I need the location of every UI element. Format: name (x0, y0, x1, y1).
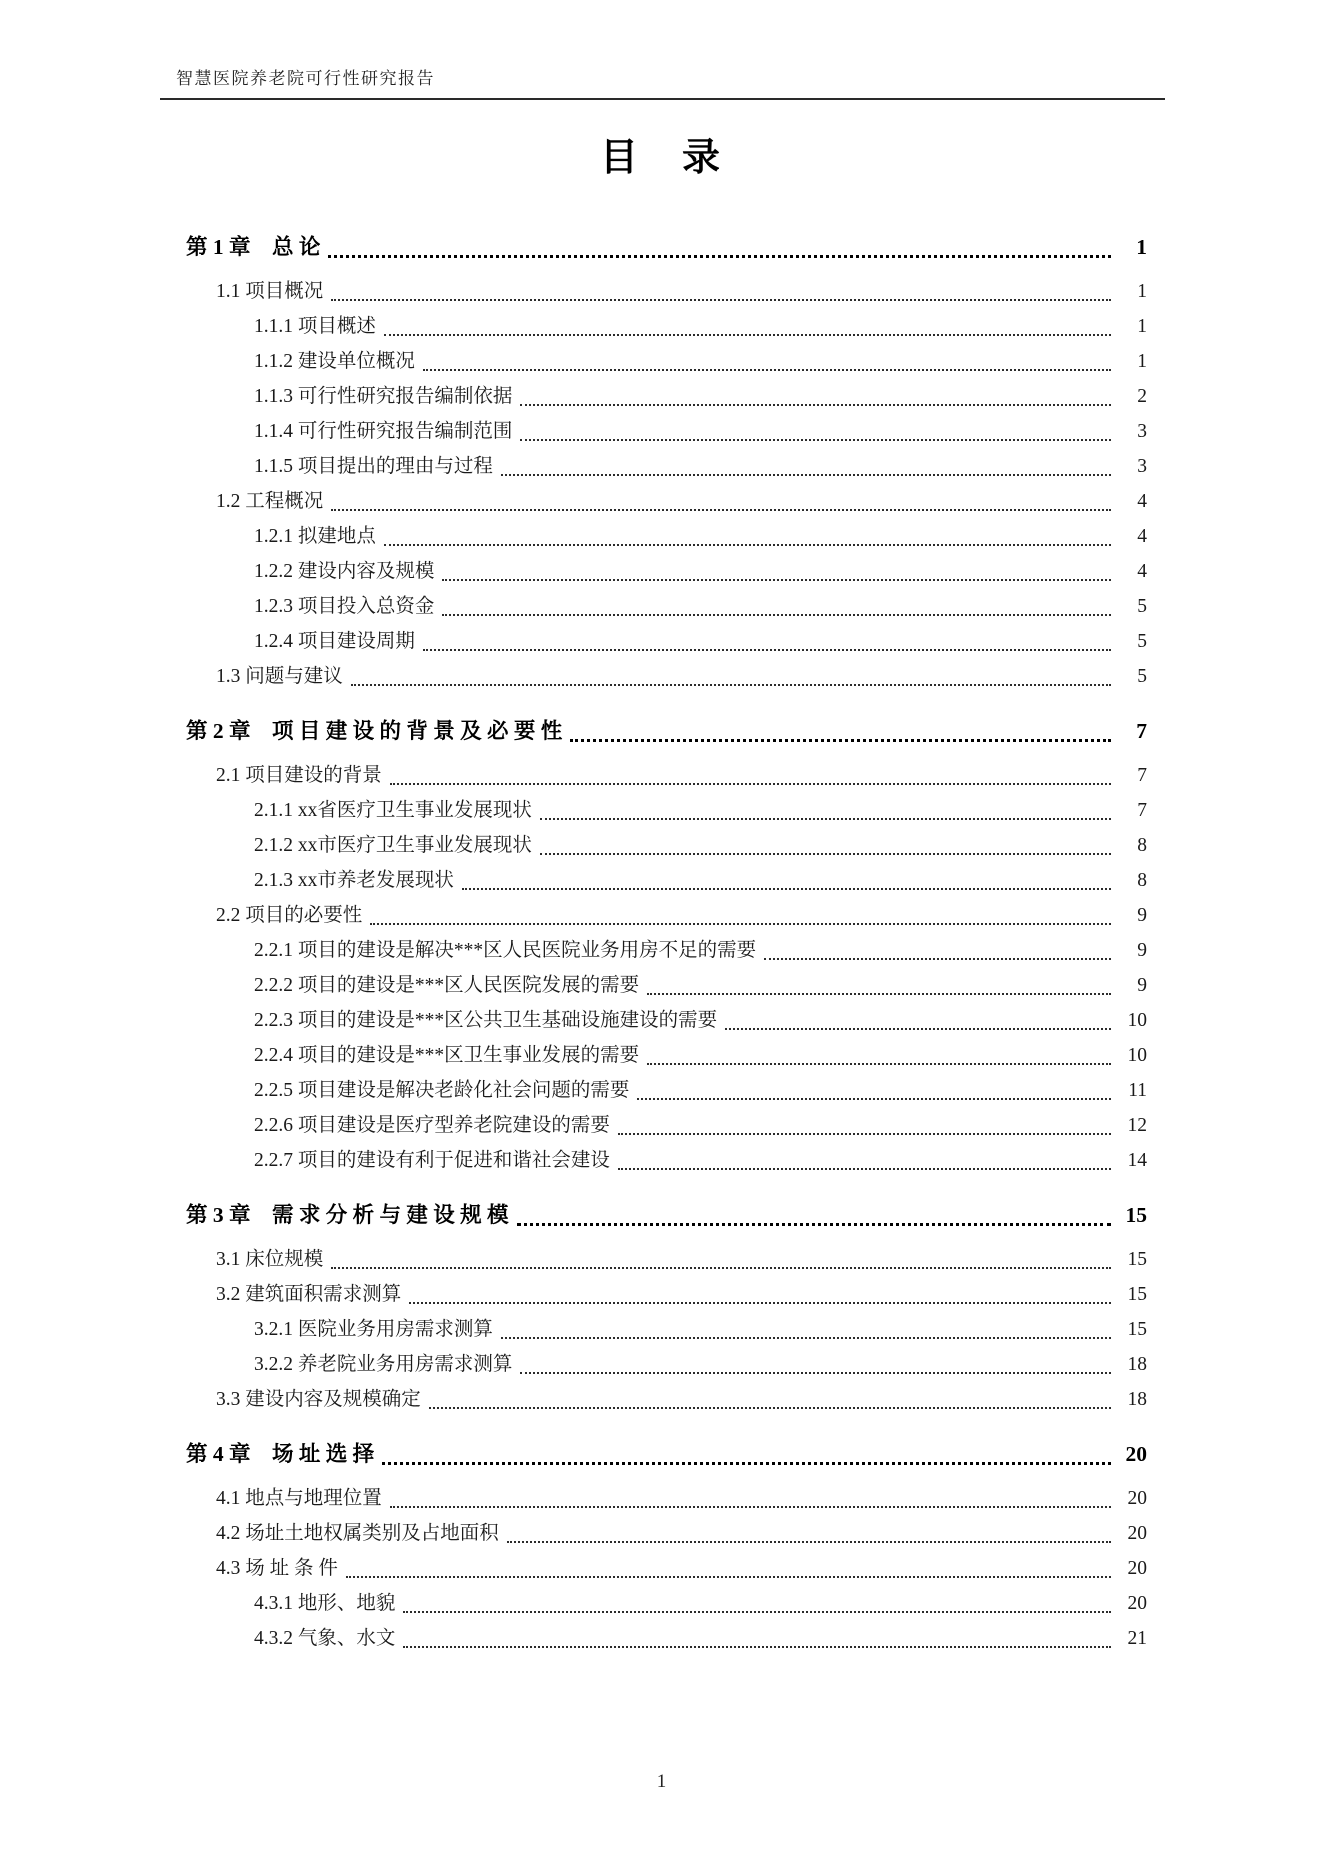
toc-entry-label: 2.2.1 项目的建设是解决***区人民医院业务用房不足的需要 (254, 940, 757, 961)
toc-dot-leader (647, 1038, 1111, 1073)
toc-entry (186, 933, 1147, 968)
toc-entry-label: 4.3.2 气象、水文 (254, 1628, 396, 1649)
toc-entry-page-number: 20 (1125, 1442, 1147, 1466)
toc-dot-leader (764, 933, 1111, 968)
toc-dot-leader (507, 1516, 1111, 1551)
toc-dot-leader (331, 484, 1111, 519)
toc-dot-leader (429, 1382, 1111, 1417)
toc-entry (186, 227, 1147, 267)
toc-dot-leader (520, 379, 1111, 414)
toc-entry-label: 2.2.5 项目建设是解决老龄化社会问题的需要 (254, 1080, 630, 1101)
toc-entry-label: 1.2 工程概况 (216, 491, 324, 512)
toc-entry-page-number: 1 (1137, 281, 1147, 302)
toc-entry-page-number: 7 (1137, 800, 1147, 821)
toc-entry-label: 1.1.3 可行性研究报告编制依据 (254, 386, 513, 407)
toc-entry-label: 1.2.2 建设内容及规模 (254, 561, 435, 582)
toc-entry-page-number: 15 (1127, 1319, 1147, 1340)
toc-entry-label: 1.2.1 拟建地点 (254, 526, 376, 547)
toc-entry-label: 3.2 建筑面积需求测算 (216, 1284, 402, 1305)
toc-dot-leader (647, 968, 1111, 1003)
toc-entry (186, 484, 1147, 519)
toc-entry-label: 第 1 章 总 论 (186, 235, 321, 259)
toc-entry (186, 624, 1147, 659)
toc-dot-leader (618, 1143, 1111, 1178)
toc-entry-page-number: 8 (1137, 870, 1147, 891)
toc-entry-label: 4.3.1 地形、地貌 (254, 1593, 396, 1614)
toc-entry (186, 1434, 1147, 1474)
toc-dot-leader (570, 711, 1111, 751)
toc-entry (186, 379, 1147, 414)
toc-dot-leader (520, 1347, 1111, 1382)
toc-entry (186, 1586, 1147, 1621)
toc-entry (186, 1516, 1147, 1551)
toc-entry-page-number: 9 (1137, 940, 1147, 961)
toc-entry-page-number: 20 (1127, 1523, 1147, 1544)
toc-entry (186, 711, 1147, 751)
footer-page-number: 1 (656, 1771, 667, 1792)
toc-entry-label: 4.3 场 址 条 件 (216, 1558, 338, 1579)
toc-entry (186, 519, 1147, 554)
toc-entry-label: 4.2 场址土地权属类别及占地面积 (216, 1523, 499, 1544)
toc-entry-page-number: 10 (1127, 1045, 1147, 1066)
toc-entry (186, 793, 1147, 828)
toc-entry-label: 2.2 项目的必要性 (216, 905, 363, 926)
toc-entry-page-number: 20 (1127, 1593, 1147, 1614)
toc-entry (186, 1195, 1147, 1235)
toc-entry-page-number: 1 (1136, 235, 1147, 259)
toc-entry-label: 3.1 床位规模 (216, 1249, 324, 1270)
toc-entry (186, 1038, 1147, 1073)
toc-entry-label: 3.3 建设内容及规模确定 (216, 1389, 421, 1410)
toc-entry-page-number: 5 (1137, 666, 1147, 687)
toc-dot-leader (501, 1312, 1111, 1347)
toc-dot-leader (390, 758, 1111, 793)
document-header (160, 64, 1165, 100)
toc-entry (186, 414, 1147, 449)
toc-dot-leader (442, 554, 1111, 589)
toc-dot-leader (637, 1073, 1111, 1108)
toc-entry-label: 2.2.3 项目的建设是***区公共卫生基础设施建设的需要 (254, 1010, 718, 1031)
toc-entry-label: 2.1.2 xx市医疗卫生事业发展现状 (254, 835, 532, 856)
toc-dot-leader (540, 828, 1111, 863)
toc-dot-leader (442, 589, 1111, 624)
toc-entry-label: 3.2.1 医院业务用房需求测算 (254, 1319, 493, 1340)
toc-entry-label: 第 2 章 项 目 建 设 的 背 景 及 必 要 性 (186, 719, 563, 743)
toc-dot-leader (370, 898, 1111, 933)
toc-entry (186, 274, 1147, 309)
toc-entry-page-number: 9 (1137, 975, 1147, 996)
toc-entry-label: 1.2.4 项目建设周期 (254, 631, 415, 652)
toc-entry-page-number: 20 (1127, 1558, 1147, 1579)
toc-entry (186, 1108, 1147, 1143)
toc-dot-leader (346, 1551, 1111, 1586)
toc-entry (186, 1481, 1147, 1516)
toc-entry (186, 1003, 1147, 1038)
toc-entry-page-number: 2 (1137, 386, 1147, 407)
toc-entry-label: 2.1 项目建设的背景 (216, 765, 382, 786)
toc-entry-label: 3.2.2 养老院业务用房需求测算 (254, 1354, 513, 1375)
toc-entry-label: 1.1.2 建设单位概况 (254, 351, 415, 372)
toc-entry (186, 659, 1147, 694)
toc-entry-label: 1.1.1 项目概述 (254, 316, 376, 337)
toc-entry-label: 1.2.3 项目投入总资金 (254, 596, 435, 617)
toc-entry-page-number: 1 (1137, 351, 1147, 372)
toc-entry-label: 第 3 章 需 求 分 析 与 建 设 规 模 (186, 1203, 509, 1227)
toc-entry (186, 1347, 1147, 1382)
toc-dot-leader (540, 793, 1111, 828)
toc-entry (186, 449, 1147, 484)
toc-entry-page-number: 9 (1137, 905, 1147, 926)
toc-entry (186, 1073, 1147, 1108)
toc-dot-leader (384, 519, 1111, 554)
toc-entry-page-number: 3 (1137, 456, 1147, 477)
table-of-contents (186, 210, 1147, 1656)
toc-entry-page-number: 20 (1127, 1488, 1147, 1509)
toc-entry-label: 2.1.1 xx省医疗卫生事业发展现状 (254, 800, 532, 821)
toc-dot-leader (331, 1242, 1111, 1277)
toc-entry-page-number: 8 (1137, 835, 1147, 856)
toc-entry-page-number: 15 (1125, 1203, 1147, 1227)
page-title: 目 录 (599, 137, 723, 179)
toc-entry-label: 2.2.6 项目建设是医疗型养老院建设的需要 (254, 1115, 610, 1136)
toc-entry-page-number: 7 (1137, 765, 1147, 786)
toc-entry-page-number: 21 (1127, 1628, 1147, 1649)
toc-dot-leader (462, 863, 1111, 898)
toc-dot-leader (517, 1195, 1111, 1235)
toc-entry (186, 1382, 1147, 1417)
toc-entry-page-number: 15 (1127, 1284, 1147, 1305)
document-header-title: 智慧医院养老院可行性研究报告 (176, 69, 435, 88)
toc-entry-page-number: 15 (1127, 1249, 1147, 1270)
toc-dot-leader (423, 344, 1111, 379)
toc-dot-leader (403, 1586, 1111, 1621)
toc-entry-page-number: 3 (1137, 421, 1147, 442)
toc-entry-page-number: 12 (1127, 1115, 1147, 1136)
toc-dot-leader (331, 274, 1111, 309)
toc-entry (186, 344, 1147, 379)
toc-entry (186, 1621, 1147, 1656)
toc-entry (186, 1312, 1147, 1347)
toc-entry (186, 1551, 1147, 1586)
toc-entry-label: 2.2.2 项目的建设是***区人民医院发展的需要 (254, 975, 640, 996)
toc-entry-page-number: 10 (1127, 1010, 1147, 1031)
toc-entry-label: 第 4 章 场 址 选 择 (186, 1442, 375, 1466)
toc-entry-page-number: 18 (1127, 1354, 1147, 1375)
toc-entry-label: 2.2.4 项目的建设是***区卫生事业发展的需要 (254, 1045, 640, 1066)
toc-entry-page-number: 7 (1136, 719, 1147, 743)
toc-dot-leader (328, 227, 1111, 267)
toc-dot-leader (423, 624, 1111, 659)
toc-entry-label: 1.3 问题与建议 (216, 666, 343, 687)
toc-dot-leader (409, 1277, 1111, 1312)
toc-dot-leader (382, 1434, 1111, 1474)
toc-dot-leader (390, 1481, 1111, 1516)
toc-entry-page-number: 5 (1137, 631, 1147, 652)
toc-entry-page-number: 4 (1137, 561, 1147, 582)
toc-entry-page-number: 4 (1137, 526, 1147, 547)
toc-entry-label: 1.1 项目概况 (216, 281, 324, 302)
toc-entry-page-number: 5 (1137, 596, 1147, 617)
toc-entry-page-number: 1 (1137, 316, 1147, 337)
toc-dot-leader (618, 1108, 1111, 1143)
toc-dot-leader (351, 659, 1111, 694)
toc-dot-leader (725, 1003, 1111, 1038)
toc-entry-label: 2.1.3 xx市养老发展现状 (254, 870, 454, 891)
toc-dot-leader (403, 1621, 1111, 1656)
toc-entry-page-number: 18 (1127, 1389, 1147, 1410)
toc-entry (186, 1143, 1147, 1178)
toc-entry (186, 1242, 1147, 1277)
toc-dot-leader (384, 309, 1111, 344)
toc-entry-page-number: 11 (1128, 1080, 1147, 1101)
toc-entry (186, 898, 1147, 933)
toc-entry (186, 758, 1147, 793)
toc-entry-label: 2.2.7 项目的建设有利于促进和谐社会建设 (254, 1150, 610, 1171)
toc-entry (186, 863, 1147, 898)
toc-entry-label: 1.1.4 可行性研究报告编制范围 (254, 421, 513, 442)
toc-dot-leader (501, 449, 1111, 484)
toc-entry (186, 554, 1147, 589)
toc-entry (186, 1277, 1147, 1312)
toc-entry (186, 828, 1147, 863)
toc-dot-leader (520, 414, 1111, 449)
toc-entry-page-number: 14 (1127, 1150, 1147, 1171)
toc-entry (186, 589, 1147, 624)
toc-entry (186, 309, 1147, 344)
toc-entry-page-number: 4 (1137, 491, 1147, 512)
toc-entry-label: 1.1.5 项目提出的理由与过程 (254, 456, 493, 477)
toc-entry (186, 968, 1147, 1003)
toc-entry-label: 4.1 地点与地理位置 (216, 1488, 382, 1509)
